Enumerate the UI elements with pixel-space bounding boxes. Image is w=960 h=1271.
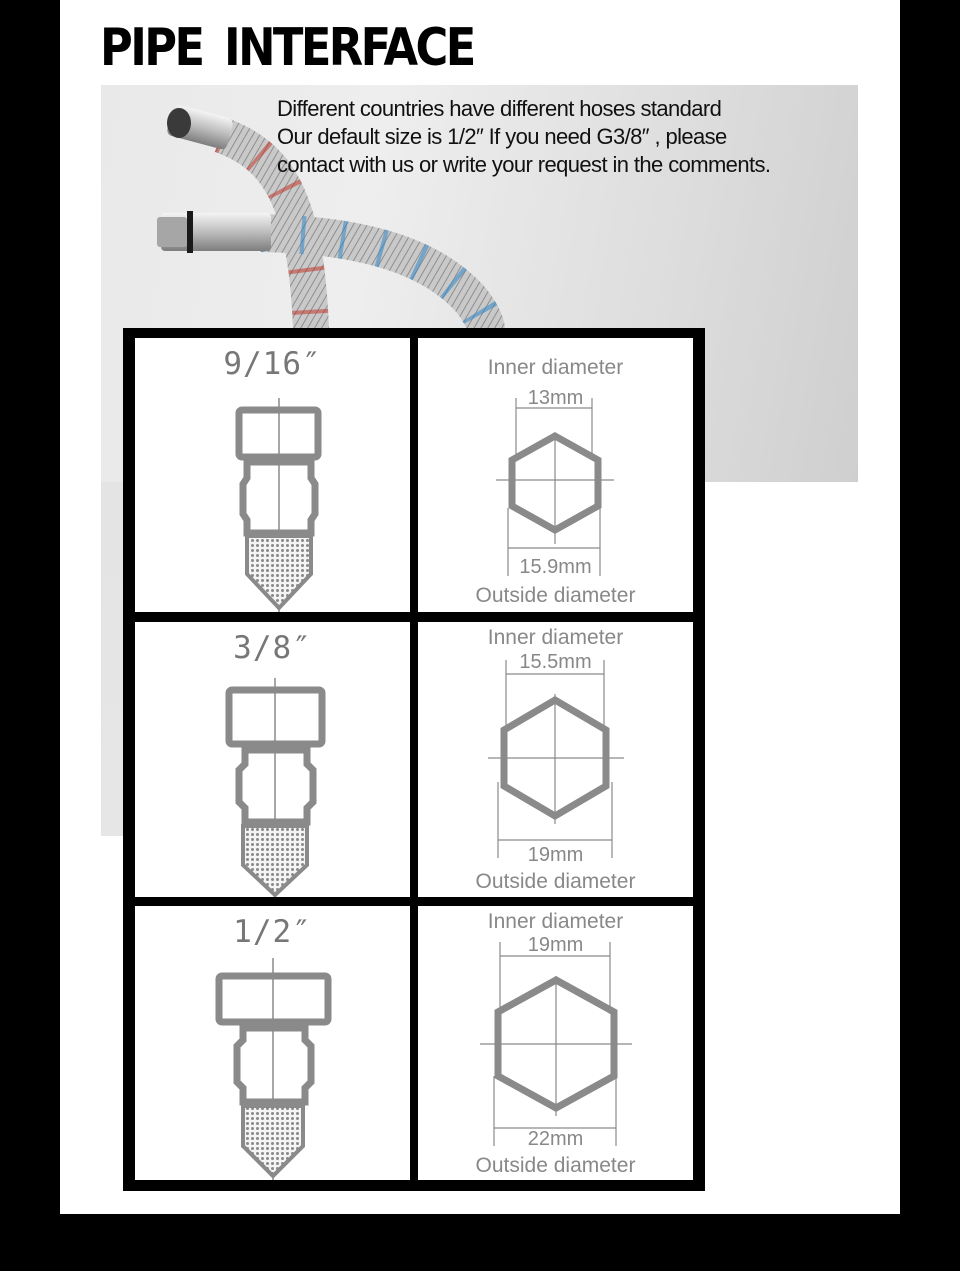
inner-diameter-value: 15.5mm — [519, 651, 592, 673]
hex-cell-9-16 — [418, 338, 693, 612]
fitting-diagram-icon — [135, 906, 410, 1180]
hose-photo-lower-strip — [101, 482, 123, 836]
intro-line: Different countries have different hoses standard — [277, 96, 722, 121]
hex-cell-3-8 — [418, 622, 693, 897]
inner-diameter-label: Inner diameter — [487, 910, 624, 933]
intro-line: Our default size is 1/2″ If you need G3/8″ , please — [277, 124, 727, 149]
fitting-diagram-icon — [135, 622, 410, 897]
fitting-cell-9-16 — [135, 338, 410, 612]
intro-text — [277, 95, 877, 179]
inner-diameter-value: 13mm — [527, 387, 584, 409]
interface-table — [123, 328, 705, 1191]
hex-cell-1-2 — [418, 906, 693, 1180]
outside-diameter-label: Outside diameter — [475, 1154, 636, 1177]
intro-line: contact with us or write your request in the comments. — [277, 152, 771, 177]
fitting-cell-1-2 — [135, 906, 410, 1180]
outside-diameter-label: Outside diameter — [475, 870, 636, 893]
outside-diameter-value: 19mm — [527, 844, 584, 866]
fitting-diagram-icon — [135, 338, 410, 612]
inner-diameter-label: Inner diameter — [487, 356, 624, 379]
outside-diameter-value: 22mm — [527, 1128, 584, 1150]
size-label: 9/16″ — [223, 346, 322, 382]
inner-diameter-label: Inner diameter — [487, 626, 624, 649]
outside-diameter-value: 15.9mm — [519, 556, 592, 578]
page-title: PIPE INTERFACE — [100, 18, 474, 78]
fitting-cell-3-8 — [135, 622, 410, 897]
inner-diameter-value: 19mm — [527, 934, 584, 956]
size-label: 3/8″ — [233, 630, 312, 666]
outside-diameter-label: Outside diameter — [475, 584, 636, 607]
size-label: 1/2″ — [233, 914, 312, 950]
